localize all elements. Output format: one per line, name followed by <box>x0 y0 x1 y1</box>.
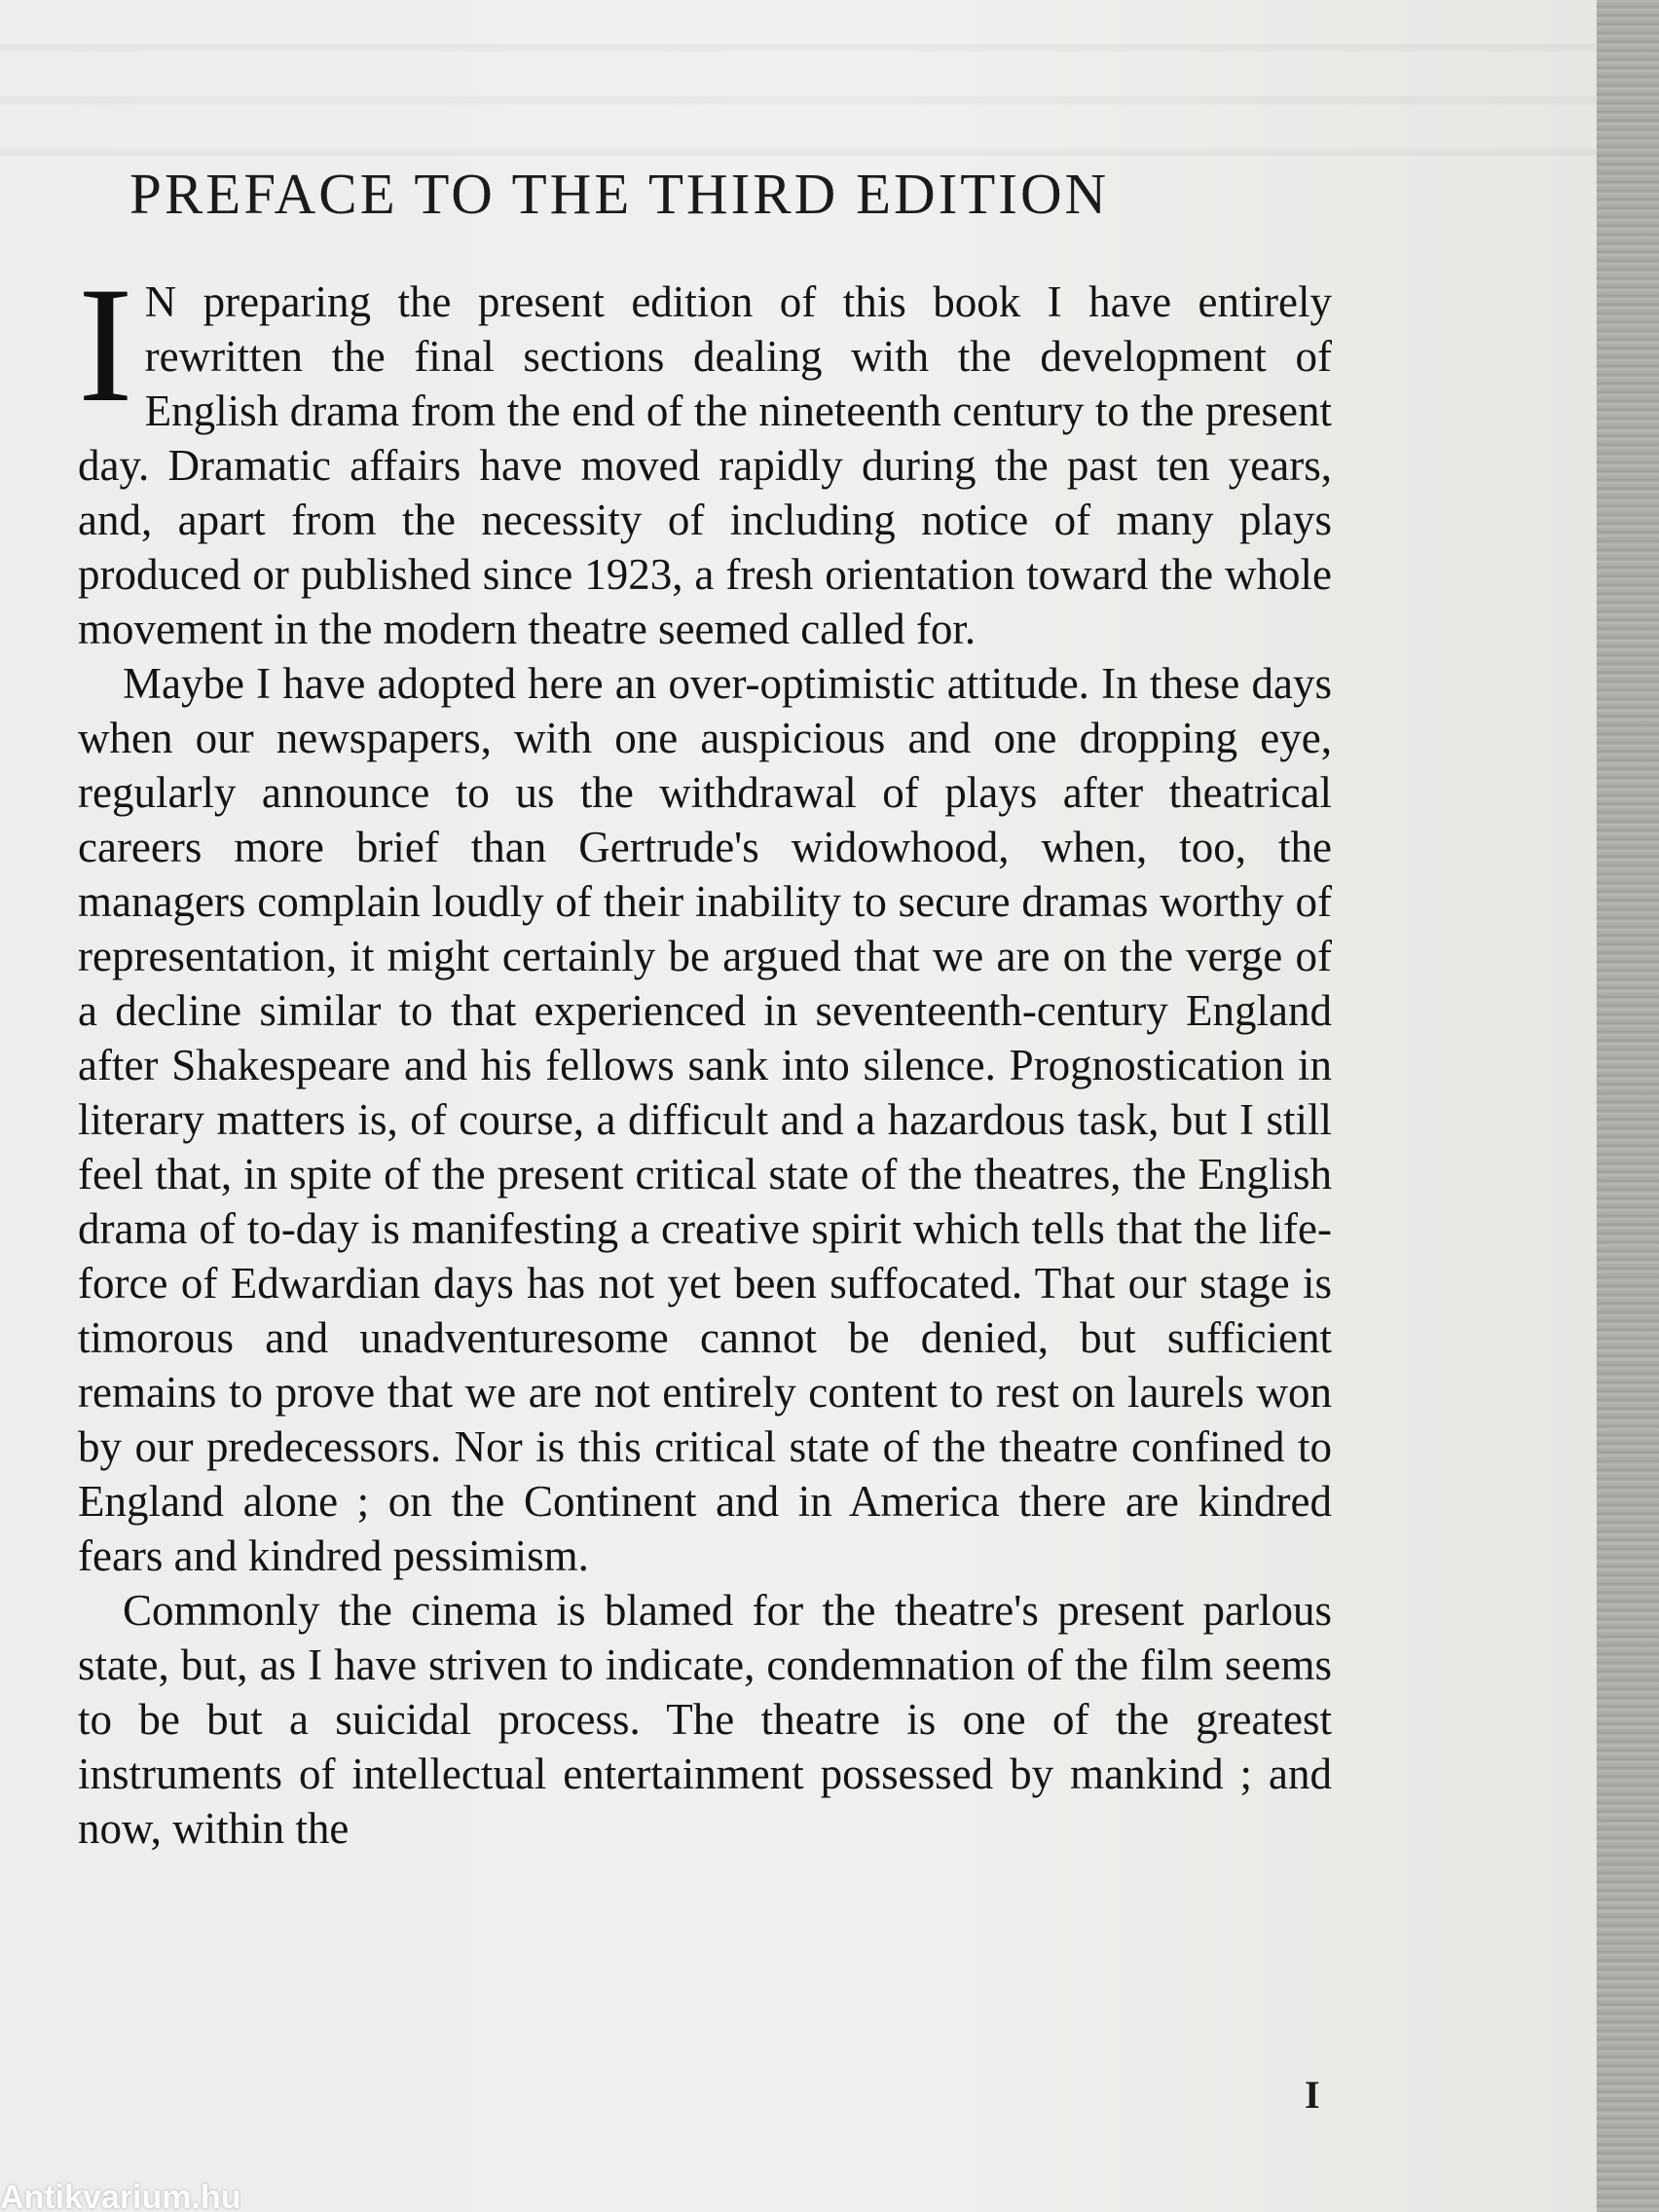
paragraph-1-text: N preparing the present edition of this book I have entirely rewritten the final sections dealing with the development of English drama from the end of the nineteenth century to the present day. Dramatic affairs have moved rapidly during the past ten years, and, apart from the necessity of including notice of many plays produced or published since 1923, a fresh orientation toward the whole movement in the modern theatre seemed called for. <box>78 277 1332 653</box>
paragraph-3: Commonly the cinema is blamed for the theatre's present parlous state, but, as I have striven to indicate, condemnation of the film seems to be but a suicidal process. The theatre is one of the greatest instruments of intellectual entertainment possessed by mankind ; and now, within the <box>78 1586 1332 1853</box>
page-title: PREFACE TO THE THIRD EDITION <box>129 162 1110 226</box>
show-through-text <box>0 0 1597 156</box>
paragraph-1 <box>78 253 1332 656</box>
body-text <box>78 253 1332 1856</box>
page-edge <box>1597 0 1659 2212</box>
page-number: I <box>1305 2073 1320 2117</box>
watermark: Antikvarium.hu <box>0 2179 241 2212</box>
paragraph-2: Maybe I have adopted here an over-optimistic attitude. In these days when our newspapers, with one auspicious and one dropping eye, regularly announce to us the withdrawal of plays after theatrical careers more brief than Gertrude's widowhood, when, too, the managers complain loudly of their inability to secure dramas worthy of representation, it might certainly be argued that we are on the verge of a decline similar to that experienced in seventeenth-century England after Shakespeare and his fellows sank into silence. Prognostication in literary matters is, of course, a difficult and a hazardous task, but I still feel that, in spite of the present critical state of the theatres, the English drama of to-day is manifesting a creative spirit which tells that the life-force of Edwardian days has not yet been suffocated. That our stage is timorous and unadventuresome cannot be denied, but sufficient remains to prove that we are not entirely content to rest on laurels won by our predecessors. Nor is this critical state of the theatre confined to England alone ; on the Continent and in America there are kindred fears and kindred pessimism. <box>78 659 1332 1580</box>
drop-cap: I <box>78 253 133 436</box>
